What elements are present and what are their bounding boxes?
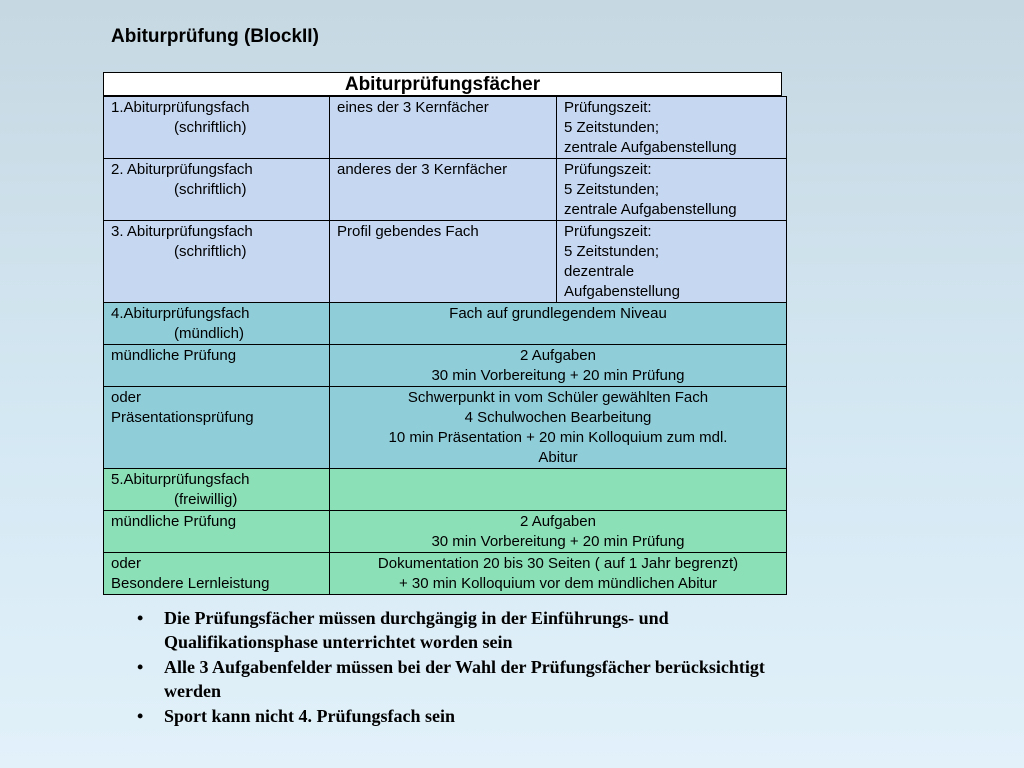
subject-type-cell: anderes der 3 Kernfächer [330, 159, 557, 221]
subject-label: 5.Abiturprüfungsfach [111, 471, 250, 488]
exam-details-cell: Prüfungszeit: 5 Zeitstunden; dezentrale Aufgabenstellung [557, 221, 787, 303]
slide-title: Abiturprüfung (BlockII) [111, 26, 319, 47]
subject-cell: oder Präsentationsprüfung [104, 387, 330, 469]
exam-mode: (schriftlich) [174, 181, 247, 198]
subject-type-cell: Profil gebendes Fach [330, 221, 557, 303]
subject-type-cell: eines der 3 Kernfächer [330, 97, 557, 159]
bullet-icon: • [137, 608, 144, 628]
note-text: Alle 3 Aufgabenfelder müssen bei der Wahl der Prüfungsfächer berücksichtigt werden [164, 657, 765, 701]
subject-cell [104, 303, 330, 345]
subject-cell [104, 159, 330, 221]
exam-details-cell: Prüfungszeit: 5 Zeitstunden; zentrale Aufgabenstellung [557, 97, 787, 159]
exam-mode: (schriftlich) [174, 243, 247, 260]
subject-cell: mündliche Prüfung [104, 345, 330, 387]
exam-details-cell: 2 Aufgaben 30 min Vorbereitung + 20 min Prüfung [330, 511, 787, 553]
note-text: Die Prüfungsfächer müssen durchgängig in der Einführungs- und Qualifikationsphase unterrichtet worden sein [164, 608, 669, 652]
table-header: Abiturprüfungsfächer [103, 72, 782, 96]
subject-label: 2. Abiturprüfungsfach [111, 161, 253, 178]
list-item [137, 704, 777, 728]
table-row [104, 221, 787, 303]
table-row [104, 97, 787, 159]
table-row [104, 303, 787, 345]
note-text: Sport kann nicht 4. Prüfungsfach sein [164, 706, 456, 726]
table-row [104, 553, 787, 595]
subject-label: 4.Abiturprüfungsfach [111, 305, 250, 322]
exam-details-cell: Fach auf grundlegendem Niveau [330, 303, 787, 345]
bullet-icon: • [137, 706, 144, 726]
exam-details-cell: Dokumentation 20 bis 30 Seiten ( auf 1 Jahr begrenzt) + 30 min Kolloquium vor dem mündlichen Abitur [330, 553, 787, 595]
subject-label: 3. Abiturprüfungsfach [111, 223, 253, 240]
table-row [104, 345, 787, 387]
exam-details-cell: 2 Aufgaben 30 min Vorbereitung + 20 min Prüfung [330, 345, 787, 387]
subject-label: 1.Abiturprüfungsfach [111, 99, 250, 116]
table-row [104, 159, 787, 221]
exam-subjects-table [103, 96, 787, 595]
list-item [137, 606, 777, 654]
subject-cell [104, 221, 330, 303]
notes-list [137, 606, 777, 729]
subject-cell: mündliche Prüfung [104, 511, 330, 553]
table-row [104, 387, 787, 469]
exam-details-cell [330, 469, 787, 511]
subject-cell: oder Besondere Lernleistung [104, 553, 330, 595]
exam-mode: (freiwillig) [174, 491, 238, 508]
subject-cell [104, 97, 330, 159]
subject-cell [104, 469, 330, 511]
exam-mode: (mündlich) [174, 325, 245, 342]
table-row [104, 511, 787, 553]
table-row [104, 469, 787, 511]
exam-mode: (schriftlich) [174, 119, 247, 136]
exam-details-cell: Prüfungszeit: 5 Zeitstunden; zentrale Aufgabenstellung [557, 159, 787, 221]
bullet-icon: • [137, 657, 144, 677]
list-item [137, 655, 777, 703]
exam-details-cell: Schwerpunkt in vom Schüler gewählten Fach 4 Schulwochen Bearbeitung 10 min Präsentation + 20 min Kolloquium zum mdl. Abitur [330, 387, 787, 469]
